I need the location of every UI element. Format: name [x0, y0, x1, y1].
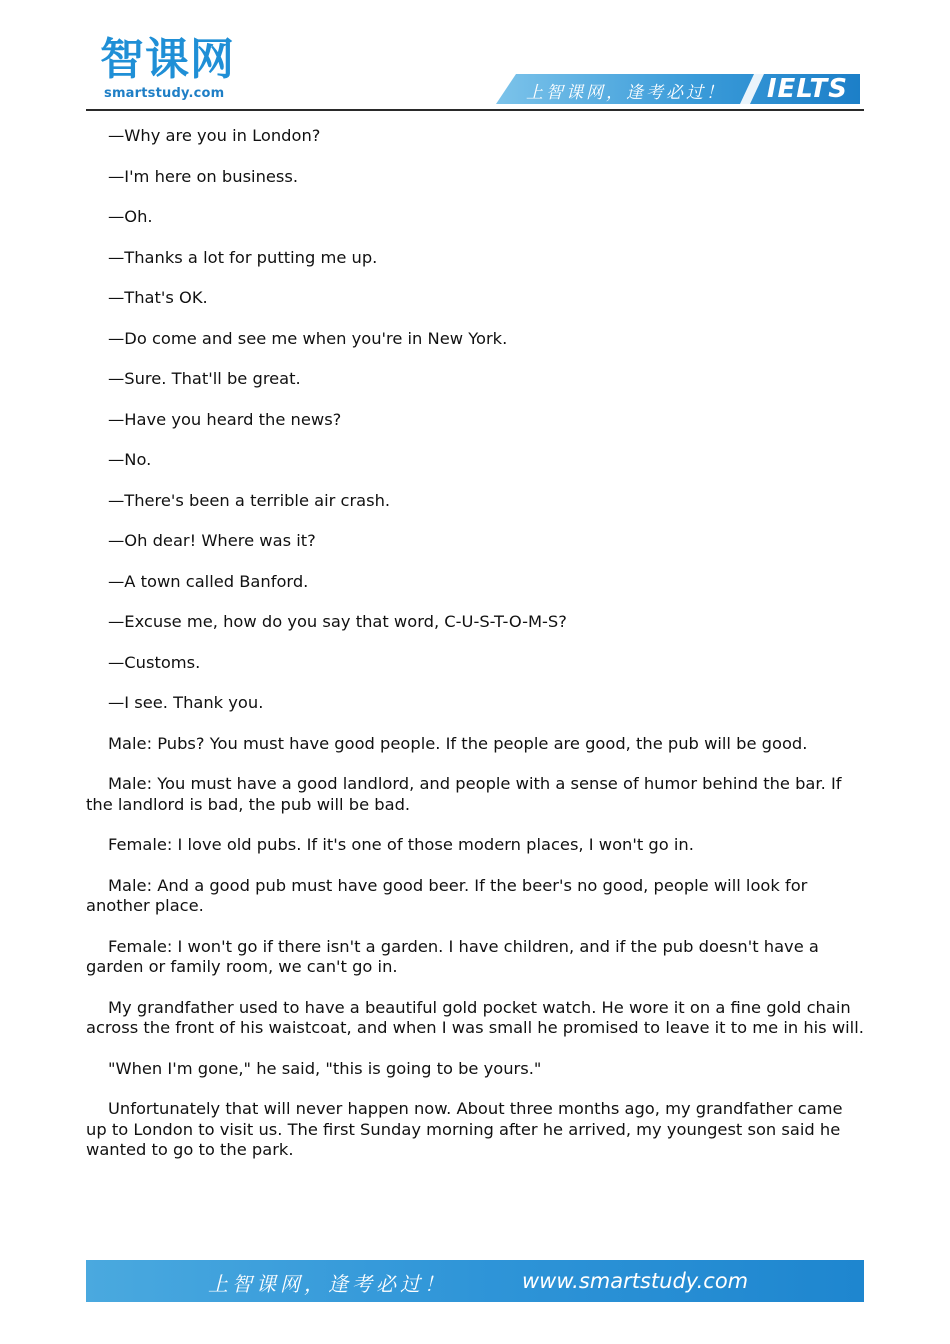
paragraph: —I see. Thank you. — [108, 693, 264, 712]
paragraph: —No. — [108, 450, 152, 469]
logo-subtext: smartstudy.com — [104, 86, 225, 101]
logo-text: 智课网 — [100, 34, 235, 85]
paragraph: —There's been a terrible air crash. — [108, 490, 391, 510]
paragraph: "When I'm gone," he said, "this is going to be yours." — [108, 1058, 542, 1078]
paragraph: —Do come and see me when you're in New York. — [108, 328, 508, 348]
smartstudy-logo — [100, 36, 260, 102]
paragraph: —That's OK. — [108, 288, 208, 307]
paragraph: —Oh dear! Where was it? — [108, 531, 316, 550]
paragraph: Male: Pubs? You must have good people. If the people are good, the pub will be good. — [108, 733, 808, 753]
paragraph: My grandfather used to have a beautiful gold pocket watch. He wore it on a fine gold chain across the front of his waistcoat, and when I was small he promised to leave it to me in his will. — [86, 997, 864, 1037]
paragraph: Female: I won't go if there isn't a garden. I have children, and if the pub doesn't have a garden or family room, we can't go in. — [86, 936, 819, 976]
exam-label: IELTS — [766, 74, 848, 104]
paragraph: Female: I love old pubs. If it's one of those modern places, I won't go in. — [108, 835, 694, 854]
paragraph: —A town called Banford. — [108, 571, 309, 591]
paragraph: —Oh. — [108, 207, 153, 226]
footer-slogan: 上智课网，逢考必过！ — [208, 1272, 448, 1296]
paragraph: —Why are you in London? — [108, 126, 321, 145]
paragraph: —Sure. That'll be great. — [108, 369, 301, 388]
header-slogan: 上智课网，逢考必过！ — [526, 83, 726, 103]
paragraph: Male: And a good pub must have good beer. If the beer's no good, people will look for another place. — [86, 875, 808, 915]
document-body — [86, 126, 864, 1181]
footer-url[interactable]: www.smartstudy.com — [522, 1269, 749, 1293]
page-header — [86, 30, 864, 112]
paragraph: —Customs. — [108, 652, 201, 672]
paragraph: —I'm here on business. — [108, 166, 299, 186]
page-footer — [86, 1260, 864, 1302]
paragraph: Unfortunately that will never happen now. About three months ago, my grandfather came up to London to visit us. The first Sunday morning after he arrived, my youngest son said he wanted to go to the park. — [86, 1099, 843, 1159]
paragraph: Male: You must have a good landlord, and people with a sense of humor behind the bar. If the landlord is bad, the pub will be bad. — [86, 774, 842, 814]
header-banner — [496, 74, 860, 104]
header-divider — [86, 109, 864, 111]
paragraph: —Have you heard the news? — [108, 409, 342, 429]
paragraph: —Thanks a lot for putting me up. — [108, 247, 378, 267]
paragraph: —Excuse me, how do you say that word, C-U-S-T-O-M-S? — [108, 612, 567, 631]
